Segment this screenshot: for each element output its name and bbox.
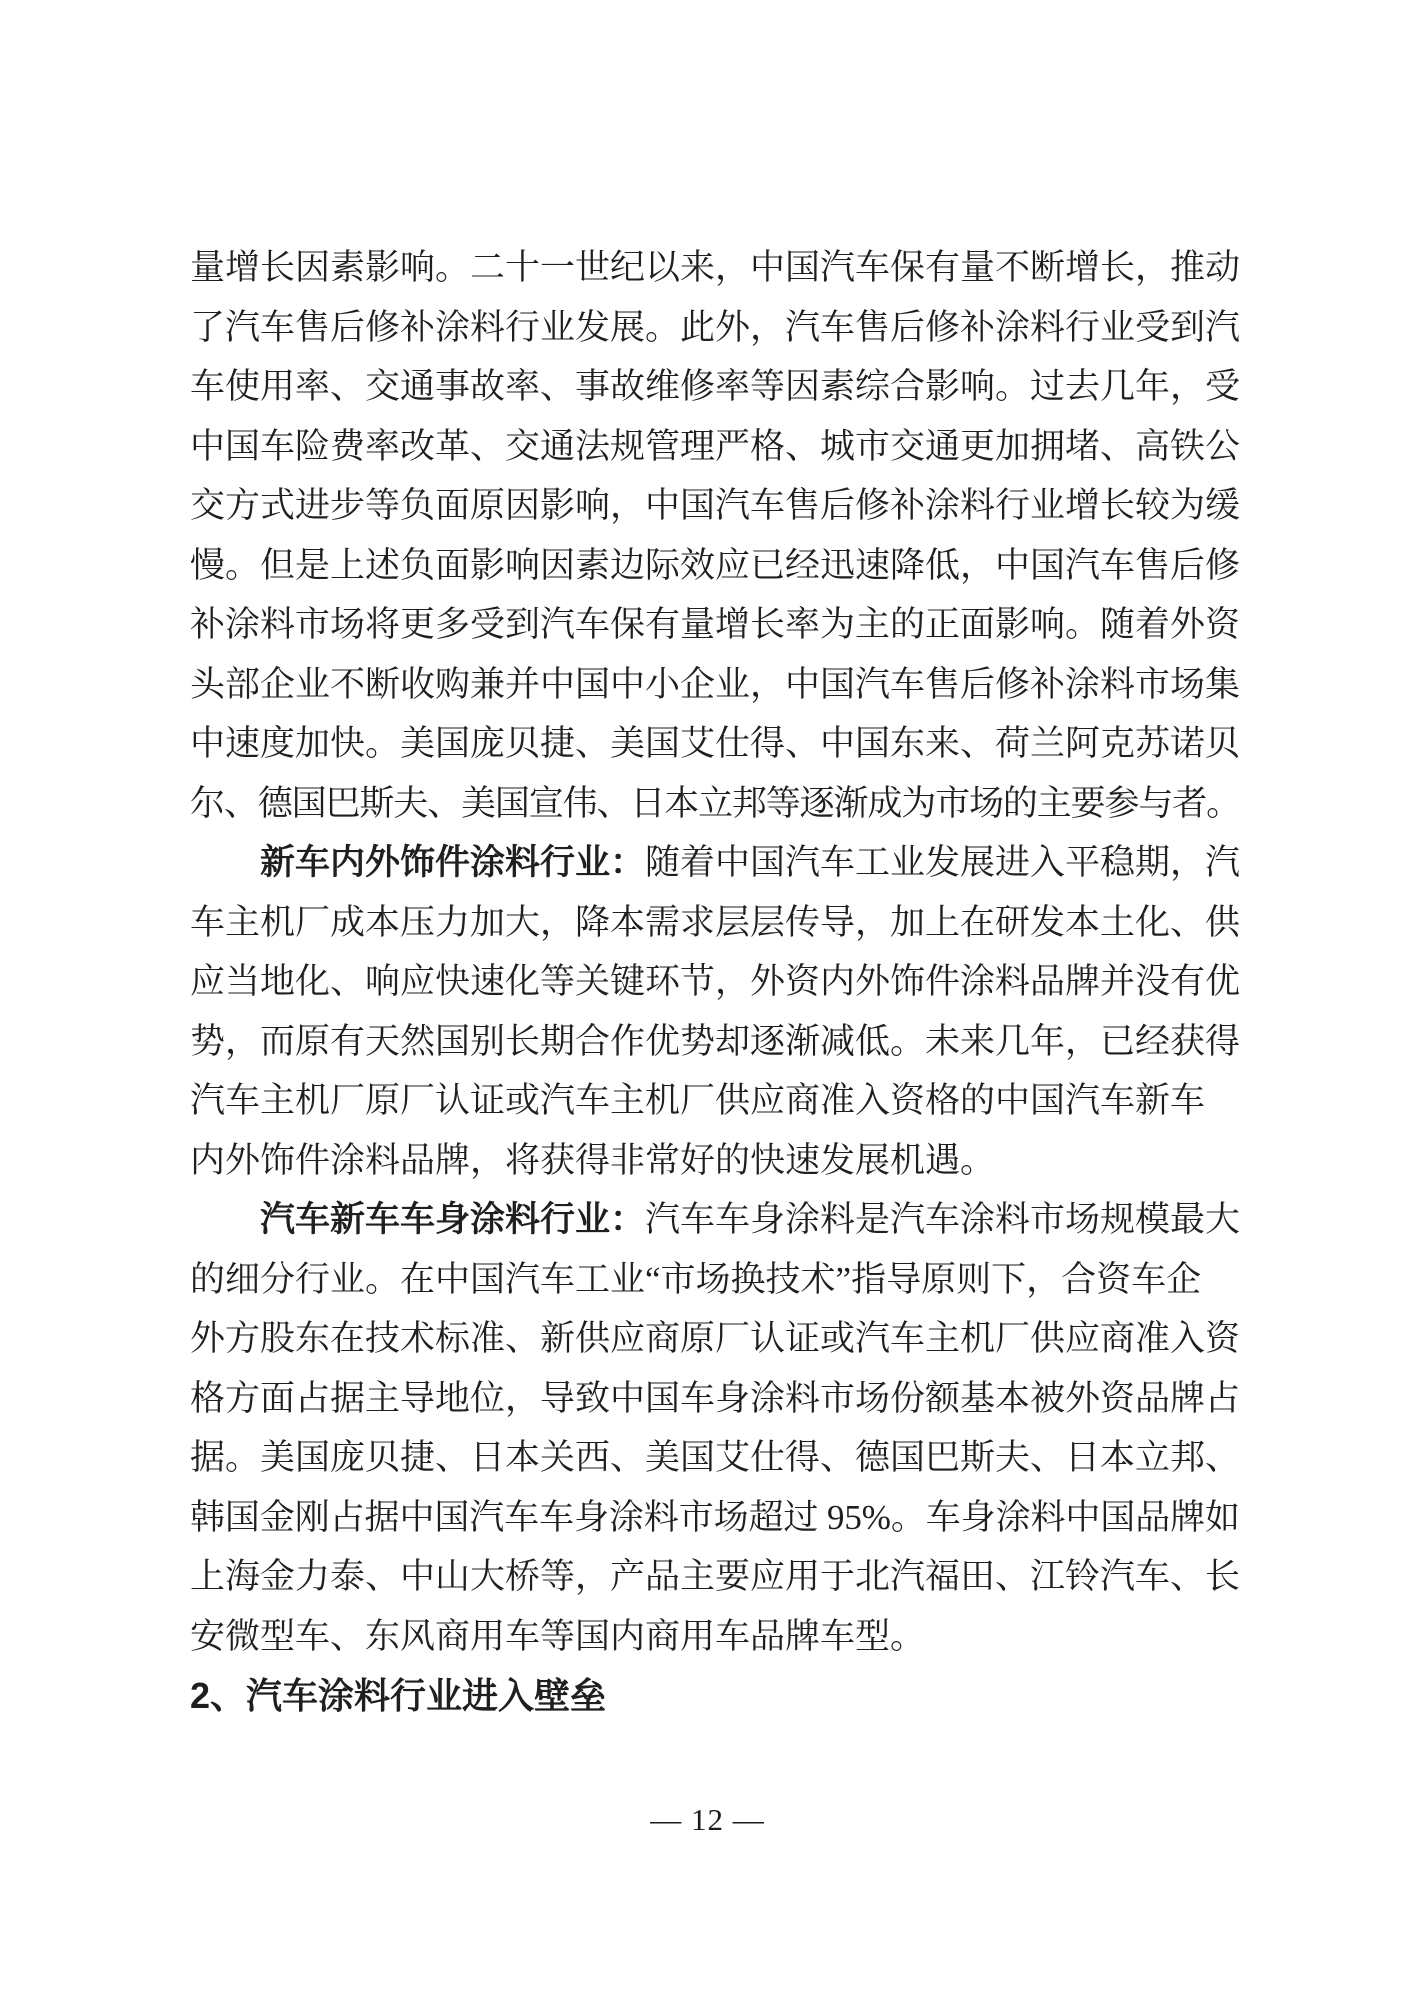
bold-run: 汽车新车车身涂料行业： xyxy=(260,1200,646,1239)
text-line xyxy=(190,1071,1240,1131)
text-line xyxy=(190,1250,1240,1310)
text-run: 应当地化、响应快速化等关键环节，外资内外饰件涂料品牌并没有优 xyxy=(190,962,1241,1001)
text-line xyxy=(190,476,1240,536)
text-line xyxy=(190,1012,1240,1072)
text-run: 随着中国汽车工业发展进入平稳期，汽 xyxy=(645,843,1241,882)
text-run: 格方面占据主导地位，导致中国车身涂料市场份额基本被外资品牌占 xyxy=(190,1378,1241,1418)
text-run: 势，而原有天然国别长期合作优势却逐渐减低。未来几年，已经获得 xyxy=(190,1021,1241,1061)
text-line xyxy=(190,1190,1240,1250)
text-line xyxy=(190,1607,1240,1667)
bold-run: 2、汽车涂料行业进入壁垒 xyxy=(190,1675,607,1716)
text-run: 尔、德国巴斯夫、美国宣伟、日本立邦等逐渐成为市场的主要参与者。 xyxy=(190,783,1241,823)
paragraph-new-car-trim-coatings xyxy=(190,833,1240,1190)
text-line xyxy=(190,1488,1240,1548)
text-line xyxy=(190,714,1240,774)
text-line xyxy=(190,595,1240,655)
text-run: 量增长因素影响。二十一世纪以来，中国汽车保有量不断增长，推动 xyxy=(190,248,1241,287)
text-run: 外方股东在技术标准、新供应商原厂认证或汽车主机厂供应商准入资 xyxy=(190,1319,1241,1358)
text-run: 据。美国庞贝捷、日本关西、美国艾仕得、德国巴斯夫、日本立邦、 xyxy=(190,1438,1241,1477)
text-run: 的细分行业。在中国汽车工业“市场换技术”指导原则下，合资车企 xyxy=(190,1259,1202,1299)
text-line xyxy=(190,1547,1240,1607)
text-run: 头部企业不断收购兼并中国中小企业，中国汽车售后修补涂料市场集 xyxy=(190,664,1241,704)
text-line xyxy=(190,1309,1240,1369)
text-line xyxy=(190,298,1240,358)
text-line xyxy=(190,1131,1240,1191)
text-run: 安微型车、东风商用车等国内商用车品牌车型。 xyxy=(190,1616,926,1656)
text-run: 慢。但是上述负面影响因素边际效应已经迅速降低，中国汽车售后修 xyxy=(190,545,1241,585)
text-run: 韩国金刚占据中国汽车车身涂料市场超过 95%。车身涂料中国品牌如 xyxy=(190,1497,1240,1537)
text-run: 交方式进步等负面原因影响，中国汽车售后修补涂料行业增长较为缓 xyxy=(190,486,1241,525)
text-run: 车主机厂成本压力加大，降本需求层层传导，加上在研发本土化、供 xyxy=(190,902,1241,942)
text-line xyxy=(190,238,1240,298)
text-line xyxy=(190,1428,1240,1488)
text-line xyxy=(190,1666,1240,1726)
heading-coatings-entry-barriers xyxy=(190,1666,1240,1726)
text-line xyxy=(190,357,1240,417)
text-run: 中速度加快。美国庞贝捷、美国艾仕得、中国东来、荷兰阿克苏诺贝 xyxy=(190,724,1241,763)
text-run: 车使用率、交通事故率、事故维修率等因素综合影响。过去几年，受 xyxy=(190,367,1241,406)
text-line xyxy=(190,774,1240,834)
text-line xyxy=(190,536,1240,596)
text-line xyxy=(190,833,1240,893)
text-line xyxy=(190,893,1240,953)
text-run: 汽车车身涂料是汽车涂料市场规模最大 xyxy=(645,1200,1241,1239)
text-line xyxy=(190,417,1240,477)
paragraph-new-car-body-coatings xyxy=(190,1190,1240,1666)
text-run: 上海金力泰、中山大桥等，产品主要应用于北汽福田、江铃汽车、长 xyxy=(190,1557,1241,1596)
text-run: 了汽车售后修补涂料行业发展。此外，汽车售后修补涂料行业受到汽 xyxy=(190,307,1241,347)
text-run: 汽车主机厂原厂认证或汽车主机厂供应商准入资格的中国汽车新车 xyxy=(190,1081,1206,1120)
bold-run: 新车内外饰件涂料行业： xyxy=(260,843,646,882)
text-run: 中国车险费率改革、交通法规管理严格、城市交通更加拥堵、高铁公 xyxy=(190,426,1241,466)
page-footer xyxy=(0,1802,1415,1838)
paragraph-aftermarket-refinish-coatings xyxy=(190,238,1240,833)
text-run: 补涂料市场将更多受到汽车保有量增长率为主的正面影响。随着外资 xyxy=(190,605,1241,644)
text-run: 内外饰件涂料品牌，将获得非常好的快速发展机遇。 xyxy=(190,1140,996,1180)
text-line xyxy=(190,655,1240,715)
text-line xyxy=(190,1369,1240,1429)
text-block xyxy=(190,238,1240,1726)
page-number-label: — 12 — xyxy=(650,1802,765,1837)
text-line xyxy=(190,952,1240,1012)
